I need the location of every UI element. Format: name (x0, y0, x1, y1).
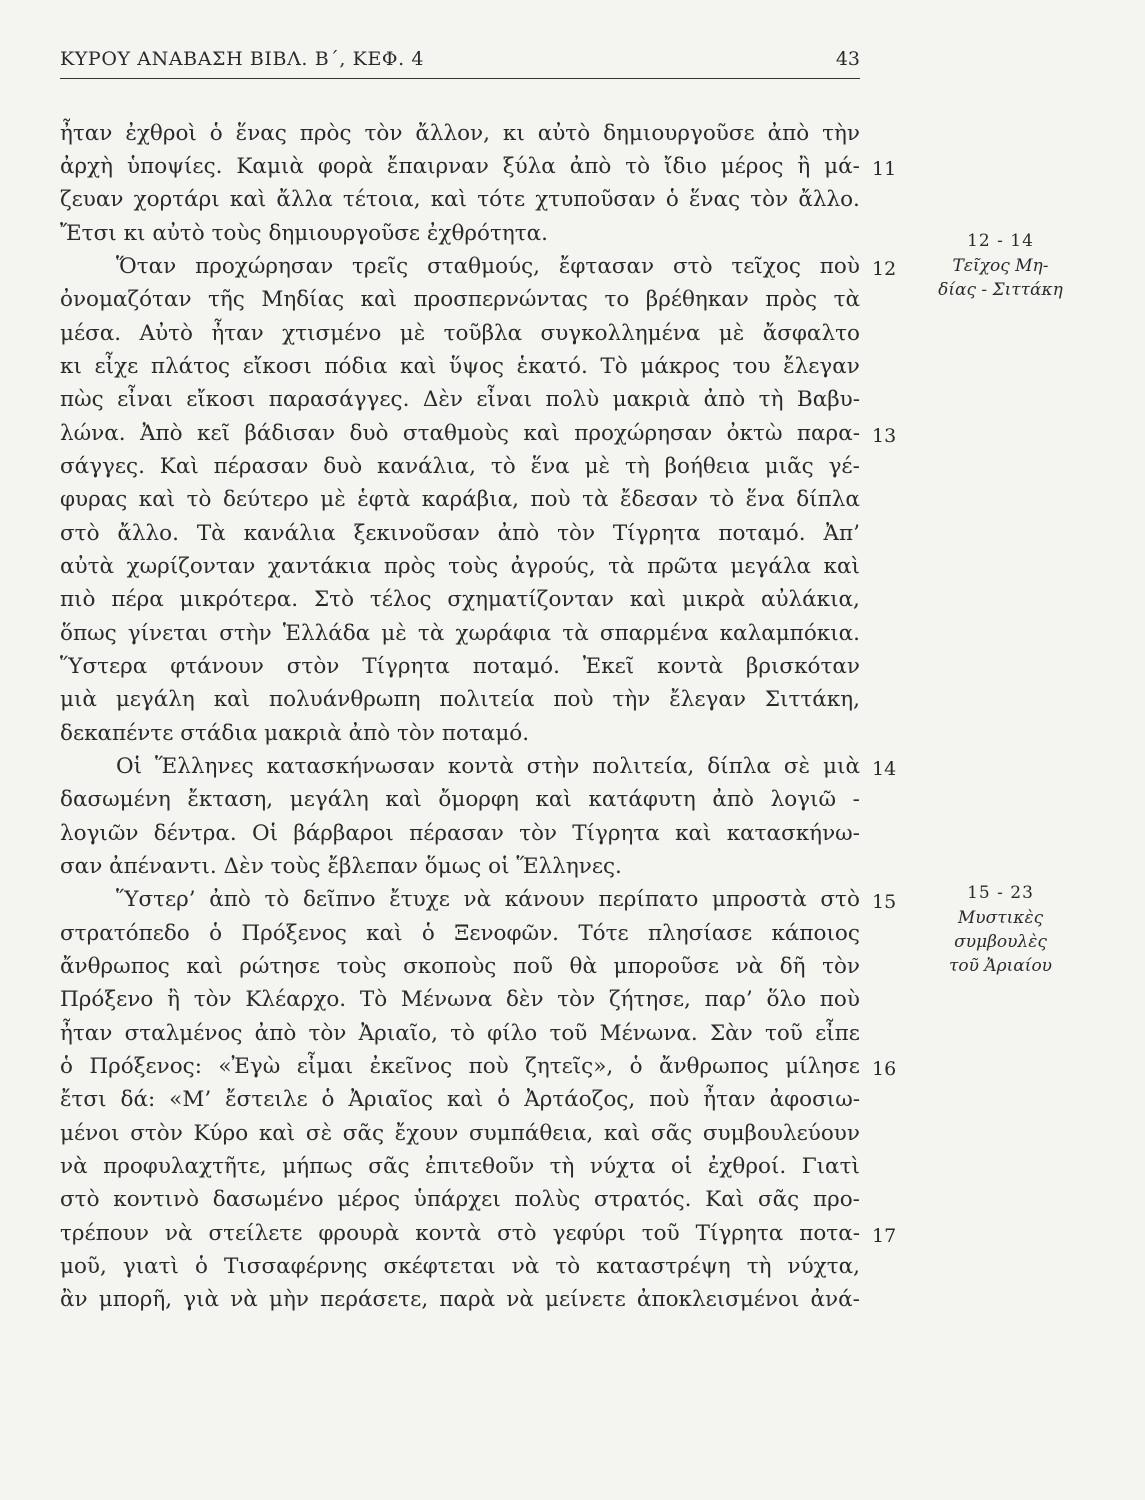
text-line: ἦταν ἐχθροὶ ὁ ἕνας πρὸς τὸν ἄλλον, κι αὐτὸ δημιουργοῦσε ἀπὸ τὴν (60, 121, 860, 146)
text-line: μιὰ μεγάλη καὶ πολυάνθρωπη πολιτεία ποὺ τὴν ἔλεγαν Σιττάκη, (60, 687, 860, 712)
sidenote-range: 12 - 14 (967, 231, 1034, 251)
text-line: Ὕστερ’ ἀπὸ τὸ δεῖπνο ἔτυχε νὰ κάνουν περίπατο μπροστὰ στὸ (116, 887, 860, 912)
text-line: κι εἶχε πλάτος εἴκοσι πόδια καὶ ὕψος ἑκατό. Τὸ μάκρος του ἔλεγαν (60, 354, 860, 379)
text-line: σαν ἀπέναντι. Δὲν τοὺς ἔβλεπαν ὅμως οἱ Ἕλληνες. (60, 854, 622, 879)
text-line: ἦταν σταλμένος ἀπὸ τὸν Ἀριαῖο, τὸ φίλο τοῦ Μένωνα. Σὰν τοῦ εἶπε (60, 1021, 860, 1046)
text-line: αὐτὰ χωρίζονταν χαντάκια πρὸς τοὺς ἀγρούς, τὰ πρῶτα μεγάλα καὶ (60, 554, 860, 579)
section-number: 16 (872, 1058, 897, 1080)
text-line: Ἔτσι κι αὐτὸ τοὺς δημιουργοῦσε ἐχθρότητα. (60, 221, 549, 246)
text-line: ζευαν χορτάρι καὶ ἄλλα τέτοια, καὶ τότε χτυποῦσαν ὁ ἕνας τὸν ἄλλο. (60, 187, 860, 212)
section-number: 11 (872, 158, 897, 180)
text-line: ὁ Πρόξενος: «Ἐγὼ εἶμαι ἐκεῖνος ποὺ ζητεῖς», ὁ ἄνθρωπος μίλησε (60, 1054, 860, 1079)
text-line: δασωμένη ἔκταση, μεγάλη καὶ ὄμορφη καὶ κατάφυτη ἀπὸ λογιῶ - (60, 787, 860, 812)
text-line: ἂν μπορῆ, γιὰ νὰ μὴν περάσετε, παρὰ νὰ μείνετε ἀποκλεισμένοι ἀνά- (60, 1287, 860, 1312)
sidenote-title-line: δίας - Σιττάκη (938, 280, 1063, 300)
text-line: ὀνομαζόταν τῆς Μηδίας καὶ προσπερνώντας το βρέθηκαν πρὸς τὰ (60, 287, 860, 312)
text-line: δεκαπέντε στάδια μακριὰ ἀπὸ τὸν ποταμό. (60, 721, 530, 746)
sidenote-title-line: Μυστικὲς (957, 908, 1044, 928)
text-line: ἄνθρωπος καὶ ρώτησε τοὺς σκοποὺς ποῦ θὰ μποροῦσε νὰ δῆ τὸν (60, 954, 860, 979)
text-line: σάγγες. Καὶ πέρασαν δυὸ κανάλια, τὸ ἕνα μὲ τὴ βοήθεια μιᾶς γέ- (60, 454, 860, 479)
sidenote-title-line: τοῦ Ἀριαίου (948, 956, 1053, 976)
text-line: ἔτσι δά: «Μ’ ἔστειλε ὁ Ἀριαῖος καὶ ὁ Ἀρτάοζος, ποὺ ἦταν ἀφοσιω- (60, 1087, 860, 1112)
text-line: λογιῶν δέντρα. Οἱ βάρβαροι πέρασαν τὸν Τίγρητα καὶ κατασκήνω- (60, 821, 860, 846)
section-number: 15 (872, 891, 897, 913)
text-line: μένοι στὸν Κύρο καὶ σὲ σᾶς ἔχουν συμπάθεια, καὶ σᾶς συμβουλεύουν (60, 1121, 860, 1146)
section-number: 14 (872, 758, 897, 780)
text-line: μέσα. Αὐτὸ ἦταν χτισμένο μὲ τοῦβλα συγκολλημένα μὲ ἄσφαλτο (60, 321, 860, 346)
page-header (60, 48, 860, 79)
text-line: νὰ προφυλαχτῆτε, μήπως σᾶς ἐπιτεθοῦν τὴ νύχτα οἱ ἐχθροί. Γιατὶ (60, 1154, 860, 1179)
page-number: 43 (835, 48, 860, 70)
text-line: στὸ ἄλλο. Τὰ κανάλια ξεκινοῦσαν ἀπὸ τὸν Τίγρητα ποταμό. Ἀπ’ (60, 521, 860, 546)
text-line: στρατόπεδο ὁ Πρόξενος καὶ ὁ Ξενοφῶν. Τότε πλησίασε κάποιος (60, 921, 860, 946)
text-line: Πρόξενο ἢ τὸν Κλέαρχο. Τὸ Μένωνα δὲν τὸν ζήτησε, παρ’ ὅλο ποὺ (60, 987, 860, 1012)
sidenote-range: 15 - 23 (967, 883, 1034, 903)
text-line: τρέπουν νὰ στείλετε φρουρὰ κοντὰ στὸ γεφύρι τοῦ Τίγρητα ποτα- (60, 1221, 860, 1246)
section-number: 17 (872, 1225, 897, 1247)
section-number: 12 (872, 258, 897, 280)
text-line: Ὕστερα φτάνουν στὸν Τίγρητα ποταμό. Ἐκεῖ κοντὰ βρισκόταν (60, 654, 860, 679)
sidenote-title-line: συμβουλὲς (954, 932, 1047, 952)
text-line: ἀρχὴ ὑποψίες. Καμιὰ φορὰ ἔπαιρναν ξύλα ἀπὸ τὸ ἴδιο μέρος ἢ μά- (60, 154, 860, 179)
sidenote (918, 228, 1083, 302)
text-line: πὼς εἶναι εἴκοσι παρασάγγες. Δὲν εἶναι πολὺ μακριὰ ἀπὸ τὴ Βαβυ- (60, 387, 860, 412)
text-line: φυρας καὶ τὸ δεύτερο μὲ ἑφτὰ καράβια, ποὺ τὰ ἔδεσαν τὸ ἕνα δίπλα (60, 487, 860, 512)
running-head: ΚΥΡΟΥ ΑΝΑΒΑΣΗ ΒΙΒΛ. Β΄, ΚΕΦ. 4 (60, 48, 425, 70)
text-line: πιὸ πέρα μικρότερα. Στὸ τέλος σχηματίζονταν καὶ μικρὰ αὐλάκια, (60, 587, 860, 612)
text-line: Οἱ Ἕλληνες κατασκήνωσαν κοντὰ στὴν πολιτεία, δίπλα σὲ μιὰ (116, 754, 860, 779)
sidenote-title-line: Τεῖχος Μη- (952, 256, 1049, 276)
text-line: ὅπως γίνεται στὴν Ἑλλάδα μὲ τὰ χωράφια τὰ σπαρμένα καλαμπόκια. (60, 621, 860, 646)
text-line: λώνα. Ἀπὸ κεῖ βάδισαν δυὸ σταθμοὺς καὶ προχώρησαν ὀκτὼ παρα- (60, 421, 860, 446)
text-line: μοῦ, γιατὶ ὁ Τισσαφέρνης σκέφτεται νὰ τὸ καταστρέψη τὴ νύχτα, (60, 1254, 860, 1279)
text-line: στὸ κοντινὸ δασωμένο μέρος ὑπάρχει πολὺς στρατός. Καὶ σᾶς προ- (60, 1187, 860, 1212)
sidenote (918, 880, 1083, 978)
text-line: Ὅταν προχώρησαν τρεῖς σταθμούς, ἔφτασαν στὸ τεῖχος ποὺ (116, 254, 860, 279)
section-number: 13 (872, 425, 897, 447)
